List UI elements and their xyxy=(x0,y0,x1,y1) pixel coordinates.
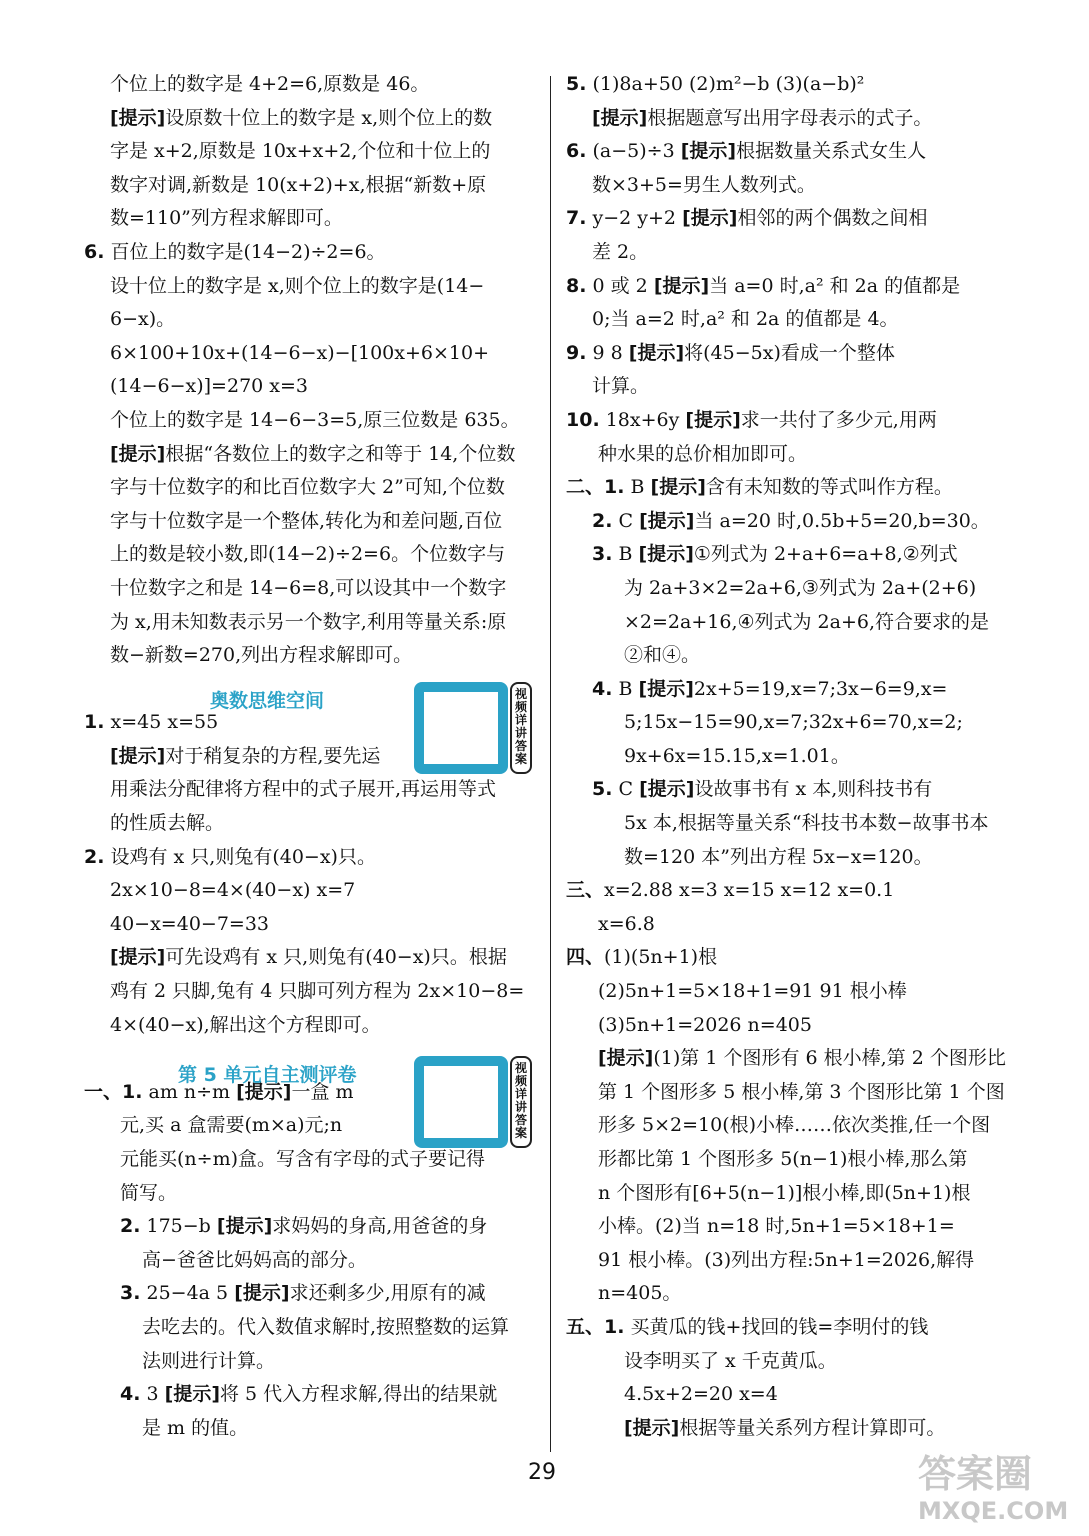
text-line: 6×100+10x+(14−6−x)−[100x+6×10+ xyxy=(110,341,489,364)
tip-label: [提示] xyxy=(110,946,166,969)
text-line: (14−6−x)]=270 x=3 xyxy=(110,375,309,398)
text-line: (3)5n+1=2026 n=405 xyxy=(598,1013,812,1036)
qr-label: 视频详讲答案 xyxy=(510,682,532,774)
text-line: 五、1. 买黄瓜的钱+找回的钱=李明付的钱 xyxy=(566,1315,929,1338)
tip-label: [提示] xyxy=(234,1282,290,1305)
text-line: 计算。 xyxy=(592,375,650,398)
tip-label: [提示] xyxy=(639,509,695,532)
text-line: 4×(40−x),解出这个方程即可。 xyxy=(110,1013,381,1036)
text-line: 形多 5×2=10(根)小棒……依次类推,任一个图 xyxy=(598,1114,991,1137)
text-line: 3. B [提示]①列式为 2+a+6=a+8,②列式 xyxy=(592,543,958,566)
text-line: 去吃去的。代入数值求解时,按照整数的运算 xyxy=(142,1315,510,1338)
text-line: 4. 3 [提示]将 5 代入方程求解,得出的结果就 xyxy=(120,1383,498,1406)
text-line: 4. B [提示]2x+5=19,x=7;3x−6=9,x= xyxy=(592,677,948,700)
text-line: 上的数是较小数,即(14−2)÷2=6。个位数字与 xyxy=(110,543,506,566)
text-line: [提示]可先设鸡有 x 只,则兔有(40−x)只。根据 xyxy=(110,946,507,969)
text-line: 鸡有 2 只脚,兔有 4 只脚可列方程为 2x×10−8= xyxy=(110,980,525,1003)
text-line: 1. x=45 x=55 xyxy=(84,711,219,734)
text-line: ②和④。 xyxy=(624,644,701,667)
text-line: ×2=2a+16,④列式为 2a+6,符合要求的是 xyxy=(624,610,990,633)
text-line: 高−爸爸比妈妈高的部分。 xyxy=(142,1248,367,1271)
text-line: n=405。 xyxy=(598,1282,682,1305)
right-column xyxy=(566,68,1018,1445)
text-line: 四、(1)(5n+1)根 xyxy=(566,946,718,969)
text-line: [提示]根据等量关系列方程计算即可。 xyxy=(624,1416,946,1439)
text-line: 6. (a−5)÷3 [提示]根据数量关系式女生人 xyxy=(566,140,927,163)
text-line: 差 2。 xyxy=(592,240,649,263)
text-line: 8. 0 或 2 [提示]当 a=0 时,a² 和 2a 的值都是 xyxy=(566,274,961,297)
tip-label: [提示] xyxy=(650,476,706,499)
text-line: 十位数字之和是 14−6=8,可以设其中一个数字 xyxy=(110,576,507,599)
text-line: 用乘法分配律将方程中的式子展开,再运用等式 xyxy=(110,778,497,801)
column-divider xyxy=(550,76,551,1452)
text-line: [提示]根据题意写出用字母表示的式子。 xyxy=(592,106,933,129)
tip-label: [提示] xyxy=(164,1383,221,1406)
text-line: 字与十位数字是一个整体,转化为和差问题,百位 xyxy=(110,509,503,532)
text-line: 0;当 a=2 时,a² 和 2a 的值都是 4。 xyxy=(592,308,899,331)
tip-label: [提示] xyxy=(682,207,738,230)
watermark-url: MXQE.COM xyxy=(918,1497,1069,1525)
text-line: 设李明买了 x 千克黄瓜。 xyxy=(624,1349,837,1372)
text-line: n 个图形有[6+5(n−1)]根小棒,即(5n+1)根 xyxy=(598,1181,971,1204)
text-line: 为 2a+3×2=2a+6,③列式为 2a+(2+6) xyxy=(624,576,977,599)
text-line: 字是 x+2,原数是 10x+x+2,个位和十位上的 xyxy=(110,140,491,163)
text-line: 91 根小棒。(3)列出方程:5n+1=2026,解得 xyxy=(598,1248,975,1271)
tip-label: [提示] xyxy=(110,106,166,129)
text-line: [提示]设原数十位上的数字是 x,则个位上的数 xyxy=(110,106,493,129)
text-line: 个位上的数字是 4+2=6,原数是 46。 xyxy=(110,73,430,95)
text-line: [提示]对于稍复杂的方程,要先运 xyxy=(110,744,381,767)
text-line: 3. 25−4a 5 [提示]求还剩多少,用原有的减 xyxy=(120,1282,486,1305)
text-line: (2)5n+1=5×18+1=91 91 根小棒 xyxy=(598,980,907,1003)
text-line: 的性质去解。 xyxy=(110,812,225,835)
tip-label: [提示] xyxy=(638,677,694,700)
text-line: 9x+6x=15.15,x=1.01。 xyxy=(624,744,850,767)
qr-code-icon xyxy=(414,682,508,774)
text-line: 数字对调,新数是 10(x+2)+x,根据“新数+原 xyxy=(110,173,487,196)
text-line: 数−新数=270,列出方程求解即可。 xyxy=(110,644,413,667)
tip-label: [提示] xyxy=(592,106,648,129)
text-line: 5;15x−15=90,x=7;32x+6=70,x=2; xyxy=(624,711,963,734)
tip-label: [提示] xyxy=(653,274,710,297)
text-line: 5. (1)8a+50 (2)m²−b (3)(a−b)² xyxy=(566,73,865,95)
text-line: 一、1. am n÷m [提示]一盒 m xyxy=(84,1080,354,1103)
section-title-aoshu: 奥数思维空间 xyxy=(210,690,325,712)
text-line: 设十位上的数字是 x,则个位上的数字是(14− xyxy=(110,274,485,297)
text-line: 10. 18x+6y [提示]求一共付了多少元,用两 xyxy=(566,408,937,431)
qr-code-video-2[interactable] xyxy=(414,1056,534,1148)
text-line: 字与十位数字的和比百位数字大 2”可知,个位数 xyxy=(110,476,505,499)
text-line: 法则进行计算。 xyxy=(142,1349,276,1372)
text-line: 6. 百位上的数字是(14−2)÷2=6。 xyxy=(84,240,386,263)
qr-label: 视频详讲答案 xyxy=(510,1056,532,1148)
section-title-unit5: 第 5 单元自主测评卷 xyxy=(178,1064,357,1086)
tip-label: [提示] xyxy=(216,1215,273,1238)
text-line: 元,买 a 盒需要(m×a)元;n xyxy=(120,1114,343,1137)
text-line: [提示](1)第 1 个图形有 6 根小棒,第 2 个图形比 xyxy=(598,1047,1006,1070)
text-line: 9. 9 8 [提示]将(45−5x)看成一个整体 xyxy=(566,341,895,364)
tip-label: [提示] xyxy=(110,744,166,767)
text-line: 4.5x+2=20 x=4 xyxy=(624,1383,778,1406)
watermark-text: 答案圈 xyxy=(918,1452,1033,1496)
text-line: 简写。 xyxy=(120,1181,178,1204)
tip-label: [提示] xyxy=(628,341,685,364)
text-line: 5x 本,根据等量关系“科技书本数−故事书本 xyxy=(624,812,989,835)
watermark-logo xyxy=(918,1452,1088,1532)
text-line: 种水果的总价相加即可。 xyxy=(598,442,808,465)
text-line: 数=120 本”列出方程 5x−x=120。 xyxy=(624,845,933,868)
text-line: 个位上的数字是 14−6−3=5,原三位数是 635。 xyxy=(110,408,520,431)
text-line: 2. 设鸡有 x 只,则兔有(40−x)只。 xyxy=(84,845,376,868)
text-line: 40−x=40−7=33 xyxy=(110,912,270,935)
text-line: 2. 175−b [提示]求妈妈的身高,用爸爸的身 xyxy=(120,1215,488,1238)
text-line: 2. C [提示]当 a=20 时,0.5b+5=20,b=30。 xyxy=(592,509,990,532)
tip-label: [提示] xyxy=(598,1047,654,1070)
tip-label: [提示] xyxy=(639,778,695,801)
text-line: 7. y−2 y+2 [提示]相邻的两个偶数之间相 xyxy=(566,207,928,230)
text-line: 数×3+5=男生人数列式。 xyxy=(592,173,816,196)
text-line: 三、x=2.88 x=3 x=15 x=12 x=0.1 xyxy=(566,879,895,902)
tip-label: [提示] xyxy=(685,408,741,431)
page-number: 29 xyxy=(528,1460,556,1485)
tip-label: [提示] xyxy=(680,140,737,163)
text-line: 形都比第 1 个图形多 5(n−1)根小棒,那么第 xyxy=(598,1148,968,1170)
text-line: 5. C [提示]设故事书有 x 本,则科技书有 xyxy=(592,778,933,801)
tip-label: [提示] xyxy=(638,543,694,566)
text-line: 第 1 个图形多 5 根小棒,第 3 个图形比第 1 个图 xyxy=(598,1080,1005,1103)
text-line: 2x×10−8=4×(40−x) x=7 xyxy=(110,879,356,902)
tip-label: [提示] xyxy=(236,1080,292,1103)
tip-label: [提示] xyxy=(624,1416,680,1439)
text-line: 元能买(n÷m)盒。写含有字母的式子要记得 xyxy=(120,1148,485,1170)
text-line: x=6.8 xyxy=(598,912,655,935)
text-line: 小棒。(2)当 n=18 时,5n+1=5×18+1= xyxy=(598,1215,955,1238)
text-line: 为 x,用未知数表示另一个数字,利用等量关系:原 xyxy=(110,610,507,633)
qr-code-video-1[interactable] xyxy=(414,682,534,774)
text-line: 二、1. B [提示]含有未知数的等式叫作方程。 xyxy=(566,476,953,499)
tip-label: [提示] xyxy=(110,442,166,465)
qr-code-icon xyxy=(414,1056,508,1148)
text-line: 是 m 的值。 xyxy=(142,1416,249,1439)
text-line: 6−x)。 xyxy=(110,308,176,331)
text-line: 数=110”列方程求解即可。 xyxy=(110,207,343,230)
text-line: [提示]根据“各数位上的数字之和等于 14,个位数 xyxy=(110,442,516,465)
